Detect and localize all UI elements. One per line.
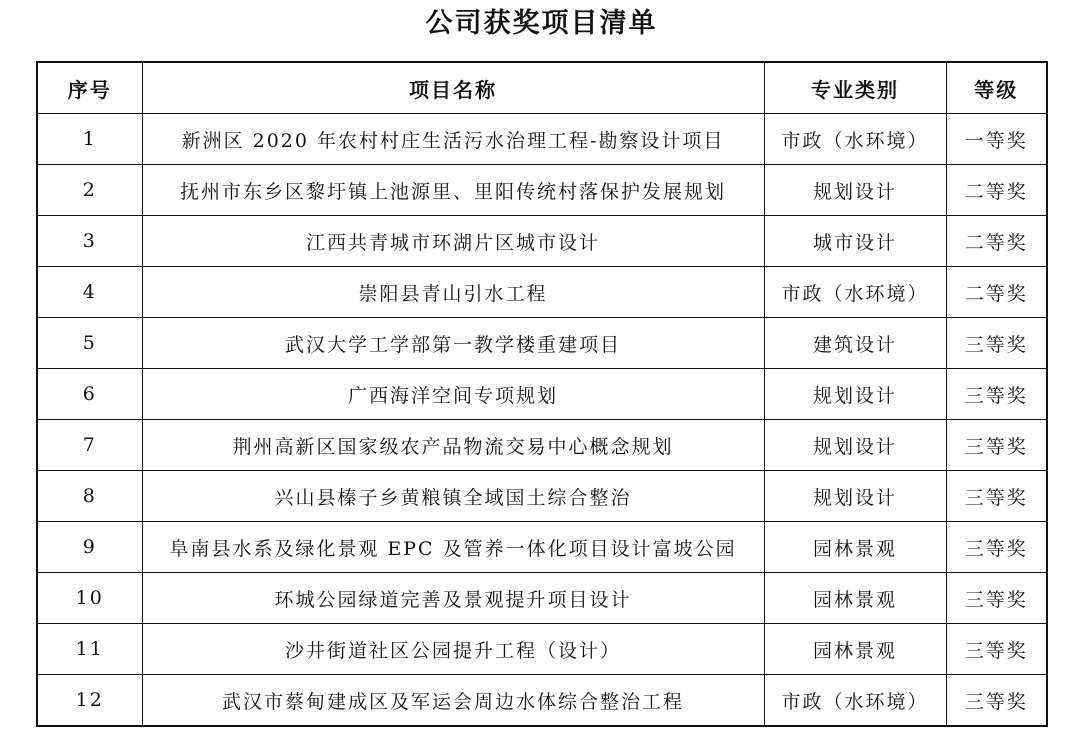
header-level: 等级 [946, 62, 1047, 114]
cell-no: 9 [37, 522, 142, 573]
cell-no: 6 [37, 369, 142, 420]
cell-category: 建筑设计 [764, 318, 946, 369]
header-no: 序号 [37, 62, 142, 114]
table-row [37, 420, 1047, 471]
cell-category: 市政（水环境） [764, 114, 946, 165]
cell-no: 1 [37, 114, 142, 165]
cell-name: 武汉大学工学部第一教学楼重建项目 [142, 318, 764, 369]
cell-category: 规划设计 [764, 471, 946, 522]
cell-level: 一等奖 [946, 114, 1047, 165]
cell-level: 二等奖 [946, 216, 1047, 267]
table-row [37, 369, 1047, 420]
table-row [37, 471, 1047, 522]
cell-name: 沙井街道社区公园提升工程（设计） [142, 624, 764, 675]
awards-table [36, 61, 1048, 727]
cell-category: 市政（水环境） [764, 267, 946, 318]
cell-category: 规划设计 [764, 165, 946, 216]
cell-name: 阜南县水系及绿化景观 EPC 及管养一体化项目设计富坡公园 [142, 522, 764, 573]
cell-level: 二等奖 [946, 267, 1047, 318]
cell-level: 二等奖 [946, 165, 1047, 216]
cell-level: 三等奖 [946, 522, 1047, 573]
cell-level: 三等奖 [946, 624, 1047, 675]
cell-name: 崇阳县青山引水工程 [142, 267, 764, 318]
table-row [37, 573, 1047, 624]
table-row [37, 318, 1047, 369]
cell-name: 江西共青城市环湖片区城市设计 [142, 216, 764, 267]
table-row [37, 267, 1047, 318]
table-row [37, 624, 1047, 675]
cell-no: 8 [37, 471, 142, 522]
cell-level: 三等奖 [946, 369, 1047, 420]
table-row [37, 165, 1047, 216]
table-row [37, 522, 1047, 573]
cell-category: 规划设计 [764, 369, 946, 420]
cell-category: 城市设计 [764, 216, 946, 267]
cell-category: 园林景观 [764, 573, 946, 624]
cell-name: 兴山县榛子乡黄粮镇全域国土综合整治 [142, 471, 764, 522]
cell-name: 环城公园绿道完善及景观提升项目设计 [142, 573, 764, 624]
cell-no: 2 [37, 165, 142, 216]
header-category: 专业类别 [764, 62, 946, 114]
cell-no: 4 [37, 267, 142, 318]
header-name: 项目名称 [142, 62, 764, 114]
cell-name: 武汉市蔡甸建成区及军运会周边水体综合整治工程 [142, 675, 764, 727]
cell-level: 三等奖 [946, 471, 1047, 522]
cell-level: 三等奖 [946, 675, 1047, 727]
table-row [37, 216, 1047, 267]
table-row [37, 675, 1047, 727]
cell-name: 抚州市东乡区黎圩镇上池源里、里阳传统村落保护发展规划 [142, 165, 764, 216]
cell-category: 园林景观 [764, 624, 946, 675]
cell-no: 12 [37, 675, 142, 727]
cell-level: 三等奖 [946, 420, 1047, 471]
cell-level: 三等奖 [946, 318, 1047, 369]
cell-level: 三等奖 [946, 573, 1047, 624]
cell-category: 市政（水环境） [764, 675, 946, 727]
cell-no: 10 [37, 573, 142, 624]
cell-category: 园林景观 [764, 522, 946, 573]
cell-no: 5 [37, 318, 142, 369]
cell-no: 3 [37, 216, 142, 267]
cell-name: 新洲区 2020 年农村村庄生活污水治理工程-勘察设计项目 [142, 114, 764, 165]
table-header-row [37, 62, 1047, 114]
cell-name: 荆州高新区国家级农产品物流交易中心概念规划 [142, 420, 764, 471]
cell-no: 7 [37, 420, 142, 471]
cell-name: 广西海洋空间专项规划 [142, 369, 764, 420]
table-row [37, 114, 1047, 165]
document-title: 公司获奖项目清单 [425, 8, 658, 39]
cell-no: 11 [37, 624, 142, 675]
cell-category: 规划设计 [764, 420, 946, 471]
